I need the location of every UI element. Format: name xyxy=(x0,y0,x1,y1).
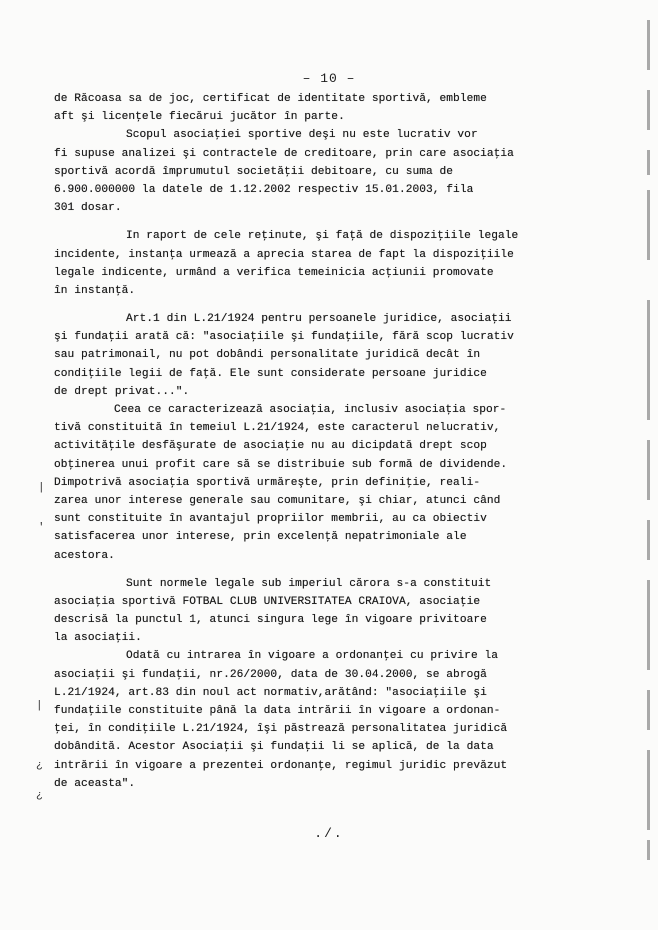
document-body xyxy=(54,90,594,793)
text-line: Dimpotrivă asociaţia sportivă urmăreşte, prin definiţie, reali- xyxy=(54,476,481,489)
text-line: In raport de cele reţinute, şi faţă de dispoziţiile legale xyxy=(126,230,519,243)
text-line: 301 dosar. xyxy=(54,202,122,215)
text-line: şi fundaţii arată că: "asociaţiile şi fundaţiile, fără scop lucrativ xyxy=(54,331,514,344)
text-line: de aceasta". xyxy=(54,777,136,790)
scan-tick xyxy=(647,580,650,670)
text-line: legale indicente, urmând a verifica temeinicia acţiunii promovate xyxy=(54,266,494,279)
scan-tick xyxy=(647,440,650,500)
scan-tick xyxy=(647,90,650,130)
text-line: tivă constituită în temeiul L.21/1924, este caracterul nelucrativ, xyxy=(54,422,501,435)
text-line: zarea unor interese generale sau comunitare, şi chiar, atunci când xyxy=(54,494,501,507)
scan-tick xyxy=(647,150,650,175)
text-line: Ceea ce caracterizează asociaţia, inclusiv asociaţia spor- xyxy=(114,404,507,416)
text-line: aft şi licenţele fiecărui jucător în parte. xyxy=(54,111,345,124)
scan-tick xyxy=(647,520,650,560)
scan-tick xyxy=(647,690,650,730)
margin-mark: | xyxy=(36,700,43,712)
text-line: Odată cu intrarea în vigoare a ordonanţei cu privire la xyxy=(126,650,498,663)
text-line: Art.1 din L.21/1924 pentru persoanele juridice, asociaţii xyxy=(126,313,512,326)
text-line: asociaţia sportivă FOTBAL CLUB UNIVERSITATEA CRAIOVA, asociaţie xyxy=(54,595,481,608)
text-line: la asociaţii. xyxy=(54,632,142,645)
scan-tick xyxy=(647,20,650,70)
text-line: sunt constituite în avantajul propriilor membrii, au ca obiectiv xyxy=(54,513,487,526)
scan-tick xyxy=(647,300,650,420)
text-line: 6.900.000000 la datele de 1.12.2002 respectiv 15.01.2003, fila xyxy=(54,183,474,196)
text-line: Scopul asociaţiei sportive deşi nu este lucrativ vor xyxy=(126,129,478,142)
text-line: sau patrimonail, nu pot dobândi personalitate juridică decât în xyxy=(54,349,481,362)
margin-mark: ¿ xyxy=(36,790,43,802)
text-line: L.21/1924, art.83 din noul act normativ,arătând: "asociaţiile şi xyxy=(54,686,487,699)
text-line: dobândită. Acestor Asociaţii şi fundaţii li se aplică, de la data xyxy=(54,741,494,754)
text-line: fi supuse analizei şi contractele de creditoare, prin care asociaţia xyxy=(54,147,514,160)
text-line: activităţile desfăşurate de asociaţie nu au dicipdată drept scop xyxy=(54,440,487,453)
scan-tick xyxy=(647,750,650,830)
text-line: descrisă la punctul 1, atunci singura lege în vigoare privitoare xyxy=(54,614,487,627)
text-line: fundaţiile constituite până la data intrării în vigoare a ordonan- xyxy=(54,705,501,717)
text-line: în instanţă. xyxy=(54,284,136,297)
text-line: de drept privat...". xyxy=(54,385,190,398)
margin-mark: ' xyxy=(38,522,45,534)
text-line: sportivă acordă împrumutul societăţii debitoare, cu suma de xyxy=(54,165,454,178)
text-line: intrării în vigoare a prezentei ordonanţe, regimul juridic prevăzut xyxy=(54,759,508,772)
text-line: asociaţii şi fundaţii, nr.26/2000, data de 30.04.2000, se abrogă xyxy=(54,668,487,681)
text-line: ţei, în condiţiile L.21/1924, îşi păstrează personalitatea juridică xyxy=(54,723,508,736)
page-number: – 10 – xyxy=(302,71,356,86)
text-line: condiţiile legii de faţă. Ele sunt considerate persoane juridice xyxy=(54,367,487,380)
scan-edge-artifacts xyxy=(618,0,658,930)
text-line: acestora. xyxy=(54,549,115,562)
scan-tick xyxy=(647,840,650,860)
text-line: incidente, instanţa urmează a aprecia starea de fapt la dispoziţiile xyxy=(54,248,514,261)
text-line: obţinerea unui profit care să se distribuie sub formă de dividende. xyxy=(54,458,508,471)
text-line: Sunt normele legale sub imperiul cărora s-a constituit xyxy=(126,577,492,590)
margin-mark: | xyxy=(38,482,45,494)
text-line: de Răcoasa sa de joc, certificat de identitate sportivă, embleme xyxy=(54,93,487,105)
text-line: satisfacerea unor interese, prin excelenţă nepatrimoniale ale xyxy=(54,531,467,544)
margin-mark: ¿ xyxy=(36,760,43,772)
scan-tick xyxy=(647,190,650,260)
continuation-mark: ./. xyxy=(314,826,344,841)
